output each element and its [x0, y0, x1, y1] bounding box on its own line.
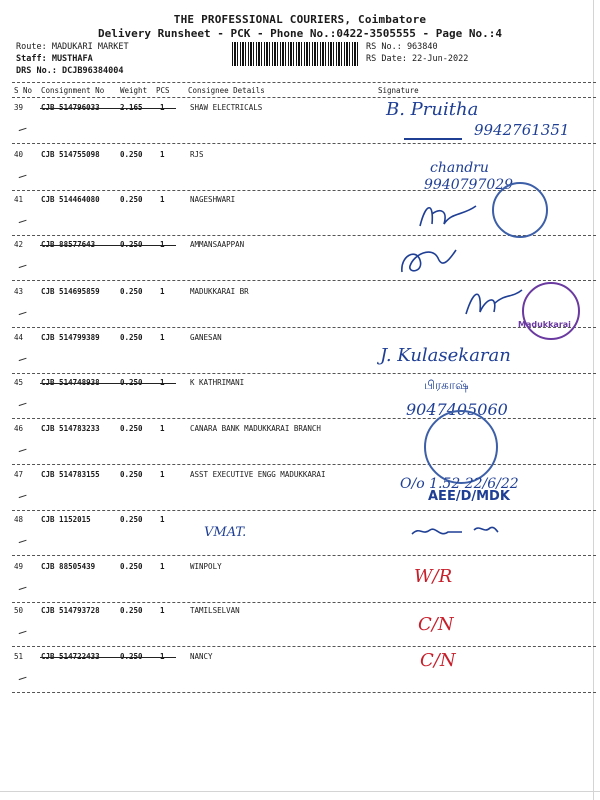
row-consignment: CJB 88505439: [41, 562, 96, 571]
row-sno: 48: [14, 515, 24, 524]
row-pcs: 1: [160, 606, 165, 615]
col-pcs: PCS: [156, 86, 170, 95]
row-consignment: CJB 514783155: [41, 470, 100, 479]
row-pcs: 1: [160, 424, 165, 433]
rs-date: RS Date: 22-Jun-2022: [366, 54, 469, 64]
row-consignee: NANCY: [190, 652, 213, 661]
row-weight: 0.250: [120, 333, 143, 342]
row-consignee: AMMANSAAPPAN: [190, 240, 245, 249]
hw-r40-name: chandru: [430, 160, 489, 176]
row-consignee: MADUKKARAI BR: [190, 287, 249, 296]
row-pcs: 1: [160, 470, 165, 479]
row-weight: 0.250: [120, 562, 143, 571]
hw-r45-name: பிரகாஷ்: [424, 378, 469, 392]
staff-label: Staff: MUSTHAFA: [16, 54, 93, 64]
row-consignment: CJB 514799389: [41, 333, 100, 342]
drs-number: DRS No.: DCJB96384004: [16, 66, 124, 76]
hw-r39-name: B. Pruitha: [386, 99, 479, 120]
row-divider: [12, 510, 596, 511]
row-sno: 47: [14, 470, 24, 479]
row-consignee: SHAW ELECTRICALS: [190, 103, 263, 112]
col-consignee: Consignee Details: [188, 86, 265, 95]
row-tick-mark: [17, 491, 26, 498]
row-consignee: CANARA BANK MADUKKARAI BRANCH: [190, 424, 321, 433]
row-divider: [12, 692, 596, 693]
row-consignment: CJB 514783233: [41, 424, 100, 433]
stamp-text-43: Madukkarai: [518, 320, 571, 329]
row-divider: [12, 418, 596, 419]
row-tick-mark: [17, 673, 26, 680]
row-pcs: 1: [160, 287, 165, 296]
hw-r47-note: O/o 1.52 22/6/22: [400, 476, 519, 492]
row-pcs: 1: [160, 515, 165, 524]
row-strikethrough: [40, 657, 176, 658]
row-tick-mark: [17, 216, 26, 223]
hw-r39-phone: 9942761351: [474, 121, 570, 139]
row-consignee: TAMILSELVAN: [190, 606, 240, 615]
row-tick-mark: [17, 627, 26, 634]
hw-r39-scribble: [404, 138, 462, 140]
row-consignee: GANESAN: [190, 333, 222, 342]
row-tick-mark: [17, 261, 26, 268]
hw-r48-consignee: VMAT.: [204, 525, 247, 540]
round-stamp-43: [522, 282, 580, 340]
col-consignment: Consignment No: [41, 86, 105, 95]
hw-r50-note: C/N: [418, 614, 454, 635]
header-divider-top: [12, 82, 596, 83]
hw-r49-note: W/R: [414, 566, 453, 587]
row-tick-mark: [17, 399, 26, 406]
row-divider: [12, 373, 596, 374]
row-sno: 44: [14, 333, 24, 342]
round-stamp-46: [424, 410, 498, 484]
row-divider: [12, 464, 596, 465]
row-consignment: CJB 514464080: [41, 195, 100, 204]
runsheet-barcode: [232, 42, 360, 66]
row-sno: 40: [14, 150, 24, 159]
hw-r47-stamp: AEE/D/MDK: [428, 489, 510, 504]
row-divider: [12, 143, 596, 144]
row-consignee: K KATHRIMANI: [190, 378, 245, 387]
row-pcs: 1: [160, 333, 165, 342]
row-consignee: NAGESHWARI: [190, 195, 236, 204]
row-consignee: WINPOLY: [190, 562, 222, 571]
row-divider: [12, 602, 596, 603]
row-sno: 51: [14, 652, 24, 661]
hw-r40-phone: 9940797029: [424, 177, 514, 193]
rs-number: RS No.: 963840: [366, 42, 438, 52]
row-consignment: CJB 514755098: [41, 150, 100, 159]
row-sno: 50: [14, 606, 24, 615]
signature-r42: [398, 238, 458, 278]
row-strikethrough: [40, 245, 176, 246]
row-sno: 45: [14, 378, 24, 387]
row-consignee: ASST EXECUTIVE ENGG MADUKKARAI: [190, 470, 326, 479]
row-weight: 0.250: [120, 287, 143, 296]
row-sno: 43: [14, 287, 24, 296]
row-strikethrough: [40, 108, 176, 109]
runsheet-subtitle: Delivery Runsheet - PCK - Phone No.:0422-3505555 - Page No.:4: [98, 27, 502, 40]
row-tick-mark: [17, 354, 26, 361]
row-tick-mark: [17, 124, 26, 131]
row-sno: 39: [14, 103, 24, 112]
row-tick-mark: [17, 308, 26, 315]
row-sno: 49: [14, 562, 24, 571]
row-consignment: CJB 514695859: [41, 287, 100, 296]
hw-r45-phone: 9047405060: [406, 400, 508, 419]
company-title: THE PROFESSIONAL COURIERS, Coimbatore: [173, 13, 427, 26]
row-consignee: RJS: [190, 150, 204, 159]
page-right-edge: [593, 0, 594, 800]
page-bottom-edge: [0, 791, 600, 792]
row-weight: 0.250: [120, 150, 143, 159]
row-weight: 0.250: [120, 515, 143, 524]
row-tick-mark: [17, 445, 26, 452]
col-weight: Weight: [120, 86, 148, 95]
row-consignment: CJB 1152015: [41, 515, 91, 524]
row-tick-mark: [17, 536, 26, 543]
row-pcs: 1: [160, 150, 165, 159]
row-pcs: 1: [160, 195, 165, 204]
hw-r44-name: J. Kulasekaran: [380, 345, 511, 366]
header-divider-bottom: [12, 97, 596, 98]
row-sno: 41: [14, 195, 24, 204]
signature-r48: [410, 522, 500, 540]
row-tick-mark: [17, 171, 26, 178]
signature-r43: [464, 284, 524, 320]
row-consignment: CJB 514793728: [41, 606, 100, 615]
signature-r41: [418, 200, 478, 230]
row-weight: 0.250: [120, 606, 143, 615]
row-divider: [12, 327, 596, 328]
row-divider: [12, 646, 596, 647]
row-tick-mark: [17, 583, 26, 590]
row-sno: 46: [14, 424, 24, 433]
row-divider: [12, 280, 596, 281]
col-signature: Signature: [378, 86, 419, 95]
row-weight: 0.250: [120, 470, 143, 479]
col-sno: S No: [14, 86, 33, 95]
round-stamp-41: [492, 182, 548, 238]
route-label: Route: MADUKARI MARKET: [16, 42, 129, 52]
row-sno: 42: [14, 240, 24, 249]
row-strikethrough: [40, 383, 176, 384]
row-weight: 0.250: [120, 424, 143, 433]
row-weight: 0.250: [120, 195, 143, 204]
row-divider: [12, 555, 596, 556]
row-pcs: 1: [160, 562, 165, 571]
hw-r51-note: C/N: [420, 650, 456, 671]
